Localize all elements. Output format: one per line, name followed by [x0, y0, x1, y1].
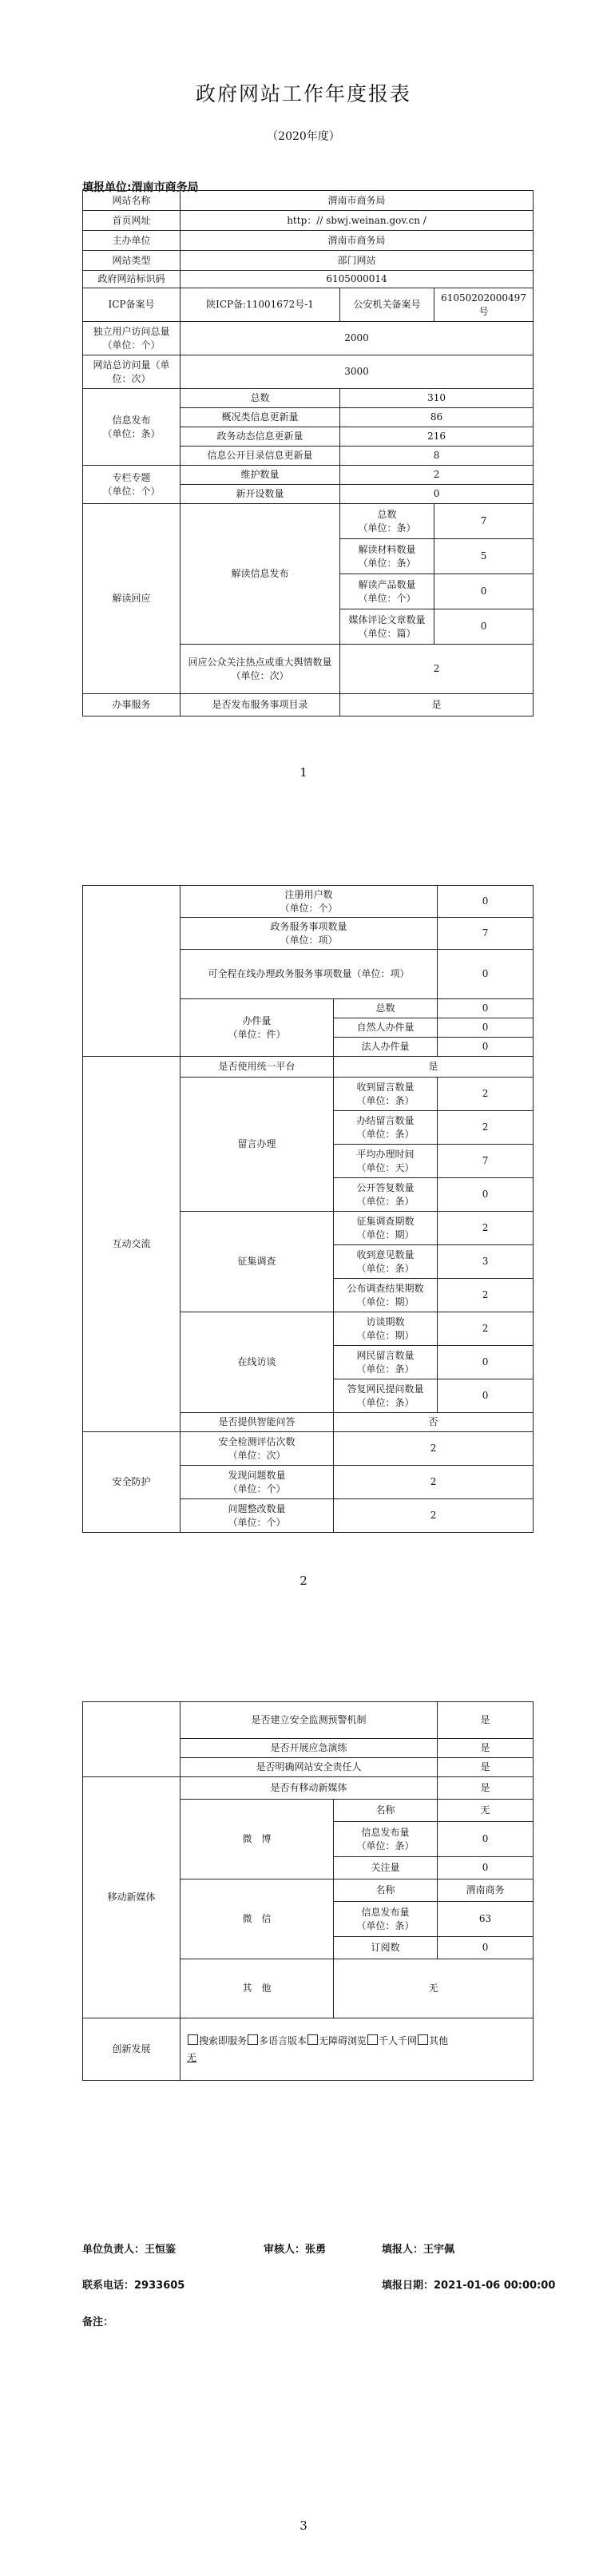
page-number-3: 3	[300, 2518, 307, 2533]
handle-legal-value: 0	[438, 1038, 534, 1057]
security-found-label: 发现问题数量 （单位：个）	[181, 1466, 334, 1499]
msg-done-value: 2	[438, 1111, 534, 1145]
column-new-value: 0	[340, 485, 534, 504]
interpret-media-value: 0	[434, 609, 534, 645]
site-name-label: 网站名称	[83, 191, 181, 211]
service-catalog-label: 是否发布服务事项目录	[181, 694, 340, 716]
service-online-label: 可全程在线办理政务服务事项数量（单位：项）	[181, 950, 438, 999]
has-mobile-label: 是否有移动新媒体	[181, 1777, 438, 1800]
police-record-value: 61050202000497号	[434, 288, 534, 322]
interpret-hot-value: 2	[340, 645, 534, 694]
msg-pub-value: 0	[438, 1178, 534, 1212]
handle-total-value: 0	[438, 999, 534, 1018]
weibo-name-label: 名称	[334, 1800, 438, 1822]
filler-label: 填报人：	[382, 2244, 424, 2256]
wechat-name-label: 名称	[334, 1879, 438, 1902]
survey-opinion-value: 3	[438, 1245, 534, 1279]
home-url-label: 首页网址	[83, 211, 181, 231]
service-items-label: 政务服务事项数量 （单位：项）	[181, 918, 438, 950]
site-type-label: 网站类型	[83, 251, 181, 271]
interpret-material-value: 5	[434, 539, 534, 574]
date-label: 填报日期：	[382, 2280, 434, 2292]
host-unit-value: 渭南市商务局	[181, 231, 534, 251]
remark-label: 备注：	[82, 2316, 114, 2328]
reviewer	[264, 2241, 326, 2256]
unified-platform-label: 是否使用统一平台	[181, 1057, 334, 1078]
option-other: 其他	[429, 2035, 449, 2047]
innovation-label: 创新发展	[83, 2018, 181, 2081]
message-handling-label: 留言办理	[181, 1078, 334, 1212]
page-title: 政府网站工作年度报表	[195, 82, 411, 105]
column-label: 专栏专题 （单位：个）	[83, 466, 181, 504]
innovation-options	[181, 2018, 534, 2081]
service-catalog-value: 是	[340, 694, 534, 716]
info-disclosure-value: 8	[340, 447, 534, 466]
icp-value: 陕ICP备:11001672号-1	[181, 288, 340, 322]
security-fixed-value: 2	[334, 1499, 534, 1533]
reporting-unit: 填报单位:渭南市商务局	[82, 181, 199, 194]
date-value: 2021-01-06 00:00:00	[434, 2280, 556, 2292]
msg-avg-value: 7	[438, 1145, 534, 1178]
service-items-value: 7	[438, 918, 534, 950]
survey-result-label: 公布调查结果期数 （单位：期）	[334, 1279, 438, 1312]
checkbox-personal-icon[interactable]	[367, 2034, 378, 2045]
interview-count-value: 2	[438, 1312, 534, 1346]
info-dynamic-label: 政务动态信息更新量	[181, 427, 340, 447]
weibo-follow-value: 0	[438, 1857, 534, 1879]
service-reg-label: 注册用户数 （单位：个）	[181, 886, 438, 918]
interview-answer-value: 0	[438, 1379, 534, 1413]
msg-recv-label: 收到留言数量 （单位：条）	[334, 1078, 438, 1111]
security-fixed-label: 问题整改数量 （单位：个）	[181, 1499, 334, 1533]
weibo-follow-label: 关注量	[334, 1857, 438, 1879]
reviewer-value: 张勇	[305, 2244, 327, 2256]
option-multilang: 多语言版本	[259, 2035, 307, 2047]
interpret-label: 解读回应	[83, 504, 181, 694]
info-total-label: 总数	[181, 389, 340, 408]
report-table-page-1	[82, 190, 534, 716]
service-reg-value: 0	[438, 886, 534, 918]
interact-label: 互动交流	[83, 1057, 181, 1432]
wechat-label: 微 信	[181, 1879, 334, 1959]
wechat-sub-value: 0	[438, 1937, 534, 1959]
info-dynamic-value: 216	[340, 427, 534, 447]
interpret-media-label: 媒体评论文章数量 （单位：篇）	[340, 609, 434, 645]
interview-msg-label: 网民留言数量 （单位：条）	[334, 1346, 438, 1379]
handle-person-value: 0	[438, 1018, 534, 1038]
column-maintain-label: 维护数量	[181, 466, 340, 485]
wechat-pub-label: 信息发布量 （单位：条）	[334, 1902, 438, 1937]
site-type-value: 部门网站	[181, 251, 534, 271]
visitors-label: 独立用户访问总量（单位：个）	[83, 322, 181, 355]
checkbox-search-icon[interactable]	[188, 2034, 198, 2045]
weibo-pub-label: 信息发布量 （单位：条）	[334, 1822, 438, 1857]
survey-label: 征集调查	[181, 1212, 334, 1312]
survey-result-value: 2	[438, 1279, 534, 1312]
service-label: 办事服务	[83, 694, 181, 716]
handle-legal-label: 法人办件量	[334, 1038, 438, 1057]
report-year: （2020年度）	[267, 130, 340, 143]
wechat-sub-label: 订阅数	[334, 1937, 438, 1959]
site-id-label: 政府网站标识码	[83, 271, 181, 288]
security-found-value: 2	[334, 1466, 534, 1499]
filler	[382, 2241, 454, 2256]
interpret-product-value: 0	[434, 574, 534, 609]
survey-count-value: 2	[438, 1212, 534, 1245]
info-publish-label: 信息发布 （单位：条）	[83, 389, 181, 466]
icp-label: ICP备案号	[83, 288, 181, 322]
views-label: 网站总访问量（单位：次）	[83, 355, 181, 389]
handle-person-label: 自然人办件量	[334, 1018, 438, 1038]
smart-qa-label: 是否提供智能问答	[181, 1413, 334, 1432]
visitors-value: 2000	[181, 322, 534, 355]
interpret-material-label: 解读材料数量 （单位：条）	[340, 539, 434, 574]
unit-head	[82, 2241, 176, 2256]
report-table-page-3	[82, 1701, 534, 2081]
views-value: 3000	[181, 355, 534, 389]
weibo-label: 微 博	[181, 1800, 334, 1879]
weibo-pub-value: 0	[438, 1822, 534, 1857]
report-table-page-2	[82, 885, 534, 1533]
has-mobile-value: 是	[438, 1777, 534, 1800]
contact-phone	[82, 2276, 184, 2292]
checkbox-accessible-icon[interactable]	[307, 2034, 318, 2045]
interview-answer-label: 答复网民提问数量 （单位：条）	[334, 1379, 438, 1413]
weibo-name-value: 无	[438, 1800, 534, 1822]
unified-platform-value: 是	[334, 1057, 534, 1078]
site-id-value: 6105000014	[181, 271, 534, 288]
drill-label: 是否开展应急演练	[181, 1739, 438, 1758]
msg-done-label: 办结留言数量 （单位：条）	[334, 1111, 438, 1145]
option-personal: 千人千网	[379, 2035, 418, 2047]
survey-opinion-label: 收到意见数量 （单位：条）	[334, 1245, 438, 1279]
filler-value: 王宇佩	[423, 2244, 455, 2256]
unit-head-label: 单位负责人：	[82, 2244, 145, 2256]
info-total-value: 310	[340, 389, 534, 408]
column-maintain-value: 2	[340, 466, 534, 485]
security-continued	[83, 1702, 181, 1777]
checkbox-other-icon[interactable]	[418, 2034, 428, 2045]
security-check-label: 安全检测评估次数 （单位：次）	[181, 1432, 334, 1466]
host-unit-label: 主办单位	[83, 231, 181, 251]
service-continued	[83, 886, 181, 1057]
wechat-pub-value: 63	[438, 1902, 534, 1937]
responsible-value: 是	[438, 1758, 534, 1777]
phone-label: 联系电话：	[82, 2280, 135, 2292]
service-handle-label: 办件量 （单位：件）	[181, 999, 334, 1057]
info-overview-label: 概况类信息更新量	[181, 408, 340, 427]
msg-avg-label: 平均办理时间 （单位：天）	[334, 1145, 438, 1178]
interpret-total-value: 7	[434, 504, 534, 539]
interpret-total-label: 总数 （单位：条）	[340, 504, 434, 539]
interview-msg-value: 0	[438, 1346, 534, 1379]
survey-count-label: 征集调查期数 （单位：期）	[334, 1212, 438, 1245]
option-search: 搜索即服务	[199, 2035, 248, 2047]
innovation-other-value: 无	[187, 2051, 197, 2063]
interview-count-label: 访谈期数 （单位：期）	[334, 1312, 438, 1346]
wechat-name-value: 渭南商务	[438, 1879, 534, 1902]
handle-total-label: 总数	[334, 999, 438, 1018]
interpret-publish-label: 解读信息发布	[181, 504, 340, 645]
service-online-value: 0	[438, 950, 534, 999]
checkbox-multilang-icon[interactable]	[248, 2034, 258, 2045]
interpret-hot-label: 回应公众关注热点或重大舆情数量（单位：次）	[181, 645, 340, 694]
police-record-label: 公安机关备案号	[340, 288, 434, 322]
mobile-media-label: 移动新媒体	[83, 1777, 181, 2018]
security-check-value: 2	[334, 1432, 534, 1466]
responsible-label: 是否明确网站安全责任人	[181, 1758, 438, 1777]
other-media-value: 无	[334, 1959, 534, 2018]
interpret-product-label: 解读产品数量 （单位：个）	[340, 574, 434, 609]
column-new-label: 新开设数量	[181, 485, 340, 504]
home-url-value: http：// sbwj.weinan.gov.cn /	[181, 211, 534, 231]
info-disclosure-label: 信息公开目录信息更新量	[181, 447, 340, 466]
site-name-value: 渭南市商务局	[181, 191, 534, 211]
reviewer-label: 审核人：	[264, 2244, 306, 2256]
option-accessible: 无障碍浏览	[319, 2035, 367, 2047]
drill-value: 是	[438, 1739, 534, 1758]
fill-date	[382, 2276, 555, 2292]
interview-label: 在线访谈	[181, 1312, 334, 1413]
page-number-1: 1	[300, 765, 307, 780]
warn-mechanism-value: 是	[438, 1702, 534, 1739]
msg-recv-value: 2	[438, 1078, 534, 1111]
phone-value: 2933605	[134, 2280, 185, 2292]
other-media-label: 其 他	[181, 1959, 334, 2018]
info-overview-value: 86	[340, 408, 534, 427]
security-label: 安全防护	[83, 1432, 181, 1533]
msg-pub-label: 公开答复数量 （单位：条）	[334, 1178, 438, 1212]
smart-qa-value: 否	[334, 1413, 534, 1432]
unit-head-value: 王恒鉴	[145, 2244, 177, 2256]
page-number-2: 2	[300, 1574, 307, 1588]
warn-mechanism-label: 是否建立安全监测预警机制	[181, 1702, 438, 1739]
